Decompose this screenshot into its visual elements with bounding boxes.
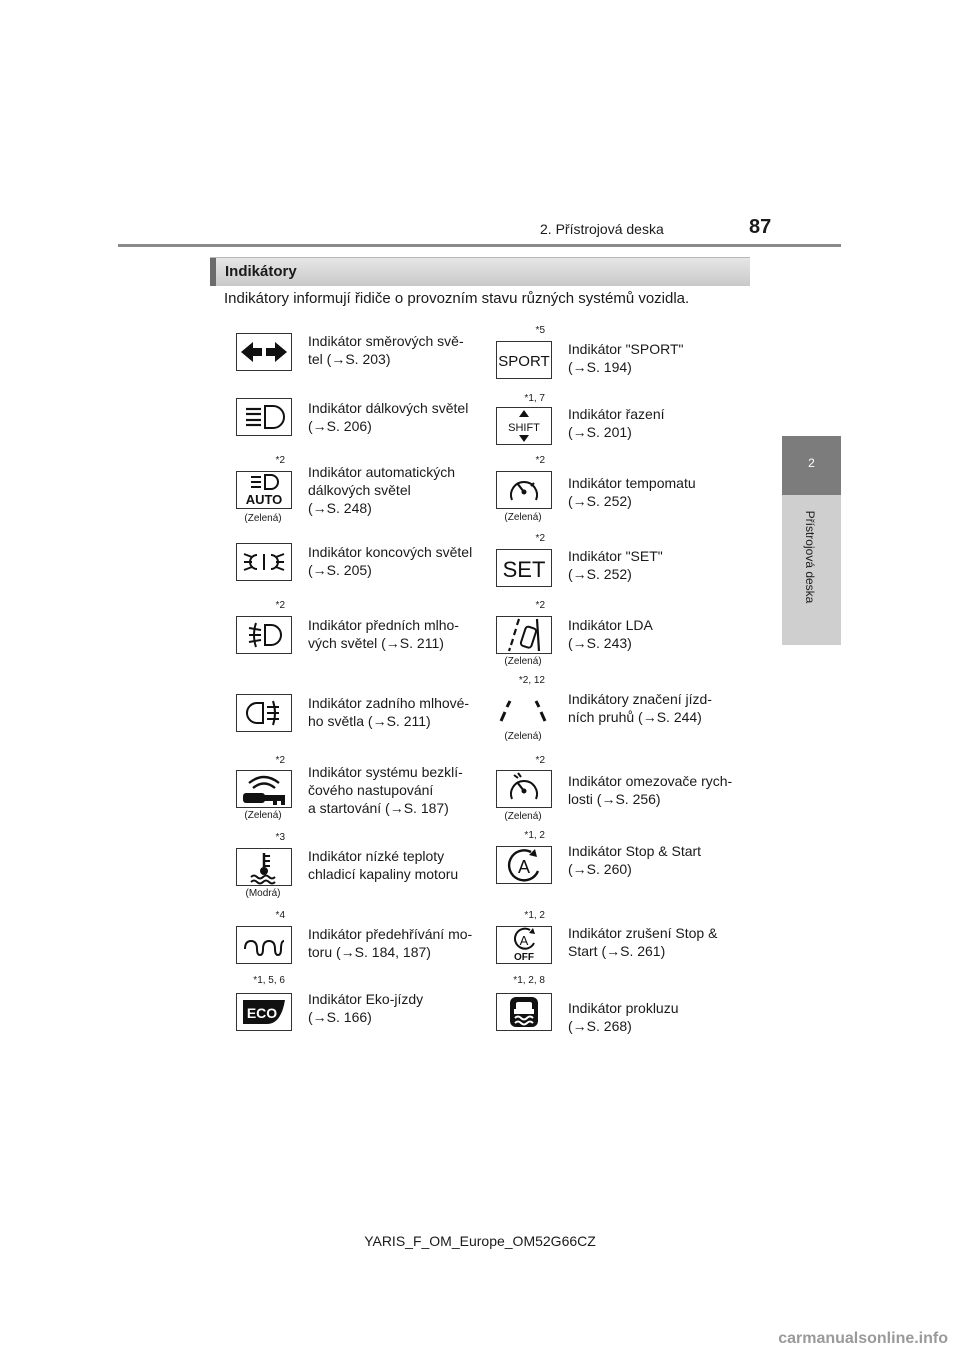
high-beam-icon [236, 398, 292, 436]
shift-icon [496, 407, 552, 445]
indicator-item [210, 600, 480, 670]
indicator-item [210, 975, 480, 1045]
footer-doc-code: YARIS_F_OM_Europe_OM52G66CZ [364, 1233, 596, 1249]
chapter-title: 2. Přístrojová deska [540, 221, 664, 237]
indicator-description: Indikátory značení jízd- ních pruhů (→S. 244) [568, 691, 712, 725]
front-fog-icon [236, 616, 292, 654]
watermark: carmanualsonline.info [778, 1330, 948, 1347]
indicator-item [210, 392, 480, 462]
indicator-description: Indikátor zadního mlhové- ho světla (→S. 211) [308, 695, 470, 729]
indicator-description: Indikátor nízké teploty chladicí kapaliny motoru [308, 848, 459, 882]
footnote-ref: *1, 7 [524, 393, 545, 404]
indicator-item [210, 455, 480, 525]
indicator-item [470, 393, 740, 463]
indicator-item [470, 325, 740, 395]
indicator-description: Indikátor dálkových světel (→S. 206) [308, 400, 469, 434]
indicator-description: Indikátor Eko-jízdy (→S. 166) [308, 991, 424, 1025]
chapter-tab-number: 2 [808, 456, 815, 470]
indicator-description: Indikátor řazení (→S. 201) [568, 406, 665, 440]
footnote-ref: *1, 2, 8 [513, 975, 545, 986]
indicator-description: Indikátor zrušení Stop & Start (→S. 261) [568, 925, 718, 959]
footnote-ref: *2 [535, 600, 545, 611]
indicator-item [210, 910, 480, 980]
icon-text: SET [502, 557, 546, 582]
indicator-item [470, 830, 740, 900]
stop-start-icon [496, 846, 552, 884]
indicator-description: Indikátor tempomatu (→S. 252) [568, 475, 696, 509]
rear-fog-icon [236, 694, 292, 732]
set-icon [496, 549, 552, 587]
indicator-description: Indikátor koncových světel (→S. 205) [308, 544, 473, 578]
tail-light-icon [236, 543, 292, 581]
icon-text: AUTO [245, 492, 283, 507]
eco-icon [236, 993, 292, 1031]
indicator-item [210, 325, 480, 395]
indicator-item [470, 533, 740, 603]
indicator-item [210, 832, 480, 902]
header-rule [118, 244, 841, 247]
indicator-description: Indikátor Stop & Start (→S. 260) [568, 843, 702, 877]
indicator-item [470, 675, 740, 745]
section-title: Indikátory [225, 263, 297, 280]
footnote-ref: *5 [535, 325, 545, 336]
page-number: 87 [749, 216, 772, 238]
color-note: (Zelená) [504, 731, 542, 742]
indicator-description: Indikátor prokluzu (→S. 268) [568, 1000, 679, 1034]
color-note: (Zelená) [504, 811, 542, 822]
footnote-ref: *2 [275, 455, 285, 466]
footnote-ref: *2 [535, 533, 545, 544]
color-note: (Zelená) [244, 513, 282, 524]
color-note: (Modrá) [245, 888, 281, 899]
speed-limiter-icon [496, 770, 552, 808]
indicator-description: Indikátor "SET" (→S. 252) [568, 548, 663, 582]
footnote-ref: *2 [275, 600, 285, 611]
section-marker [210, 258, 216, 286]
glow-plug-icon [236, 926, 292, 964]
indicator-description: Indikátor směrových svě- tel (→S. 203) [308, 333, 464, 367]
icon-text: OFF [514, 952, 534, 963]
footnote-ref: *4 [275, 910, 285, 921]
indicator-item [470, 910, 740, 980]
footnote-ref: *2, 12 [518, 675, 545, 686]
indicator-item [470, 455, 740, 525]
color-note: (Zelená) [504, 656, 542, 667]
cruise-control-icon [496, 471, 552, 509]
color-note: (Zelená) [504, 512, 542, 523]
icon-text: ECO [246, 1005, 278, 1021]
smart-entry-icon [236, 770, 292, 808]
footnote-ref: *2 [535, 455, 545, 466]
color-note: (Zelená) [244, 810, 282, 821]
footnote-ref: *3 [275, 832, 285, 843]
auto-high-beam-icon [236, 471, 292, 509]
icon-text: A [517, 857, 531, 877]
indicator-description: Indikátor omezovače rych- losti (→S. 256) [568, 773, 733, 807]
slip-icon [496, 993, 552, 1031]
footnote-ref: *1, 5, 6 [253, 975, 285, 986]
indicator-description: Indikátor LDA (→S. 243) [568, 617, 653, 651]
footnote-ref: *1, 2 [524, 830, 545, 841]
footnote-ref: *1, 2 [524, 910, 545, 921]
footnote-ref: *2 [535, 755, 545, 766]
indicator-item [210, 688, 480, 758]
sport-icon [496, 341, 552, 379]
stop-start-off-icon [496, 926, 552, 964]
indicator-item [470, 600, 740, 670]
icon-text: SHIFT [508, 422, 540, 434]
indicator-description: Indikátor systému bezklí- čového nastupování a startování (→S. 187) [308, 764, 463, 816]
indicator-description: Indikátor předehřívání mo- toru (→S. 184, 187) [308, 926, 473, 960]
coolant-temp-icon [236, 848, 292, 886]
intro-text: Indikátory informují řidiče o provozním stavu různých systémů vozidla. [224, 290, 690, 307]
indicator-item [210, 537, 480, 607]
footnote-ref: *2 [275, 755, 285, 766]
icon-text: A [519, 933, 529, 948]
turn-signal-icon [236, 333, 292, 371]
indicator-item [470, 975, 740, 1045]
lane-markings-icon [496, 691, 550, 727]
section-header [210, 257, 750, 286]
indicator-description: Indikátor předních mlho- vých světel (→S. 211) [308, 617, 459, 651]
indicator-item [470, 755, 740, 825]
icon-text: SPORT [498, 353, 550, 370]
chapter-tab-label: Přístrojová deska [803, 510, 817, 604]
indicator-item [210, 755, 480, 825]
indicator-description: Indikátor "SPORT" (→S. 194) [568, 341, 684, 375]
lda-icon [496, 616, 552, 654]
indicator-description: Indikátor automatických dálkových světel (→S. 248) [308, 464, 456, 516]
